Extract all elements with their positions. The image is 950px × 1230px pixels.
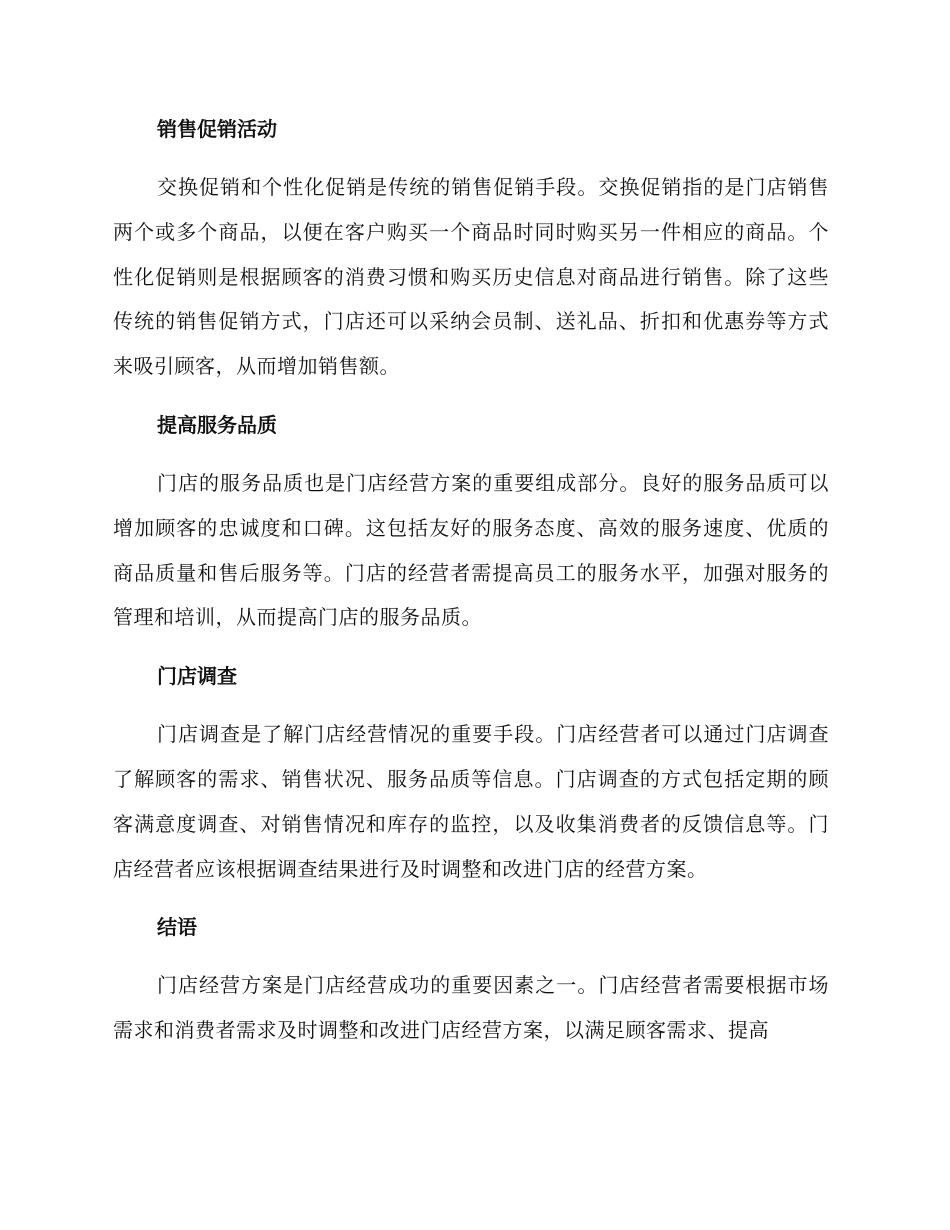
section-service-quality (113, 408, 829, 640)
section-heading: 门店调查 (157, 664, 237, 689)
section-heading: 销售促销活动 (157, 117, 277, 141)
section-heading: 结语 (157, 915, 197, 940)
section-paragraph: 门店的服务品质也是门店经营方案的重要组成部分。良好的服务品质可以增加顾客的忠诚度和口碑。这包括友好的服务态度、高效的服务速度、优质的商品质量和售后服务等。门店的经营者需提高员工的服务水平，加强对服务的管理和培训，从而提高门店的服务品质。 (113, 470, 829, 630)
section-sales-promotion (113, 112, 829, 389)
section-paragraph: 门店调查是了解门店经营情况的重要手段。门店经营者可以通过门店调查了解顾客的需求、销售状况、服务品质等信息。门店调查的方式包括定期的顾客满意度调查、对销售情况和库存的监控，以及收集消费者的反馈信息等。门店经营者应该根据调查结果进行及时调整和改进门店的经营方案。 (113, 722, 829, 881)
section-conclusion (113, 910, 829, 1053)
section-heading: 提高服务品质 (157, 412, 277, 437)
section-paragraph: 交换促销和个性化促销是传统的销售促销手段。交换促销指的是门店销售两个或多个商品，以便在客户购买一个商品时同时购买另一件相应的商品。个性化促销则是根据顾客的消费习惯和购买历史信息对商品进行销售。除了这些传统的销售促销方式，门店还可以采纳会员制、送礼品、折扣和优惠券等方式来吸引顾客，从而增加销售额。 (113, 175, 829, 379)
section-paragraph: 门店经营方案是门店经营成功的重要因素之一。门店经营者需要根据市场需求和消费者需求及时调整和改进门店经营方案，以满足顾客需求、提高 (113, 973, 829, 1043)
section-store-survey (113, 659, 829, 891)
document-body (113, 112, 829, 1072)
